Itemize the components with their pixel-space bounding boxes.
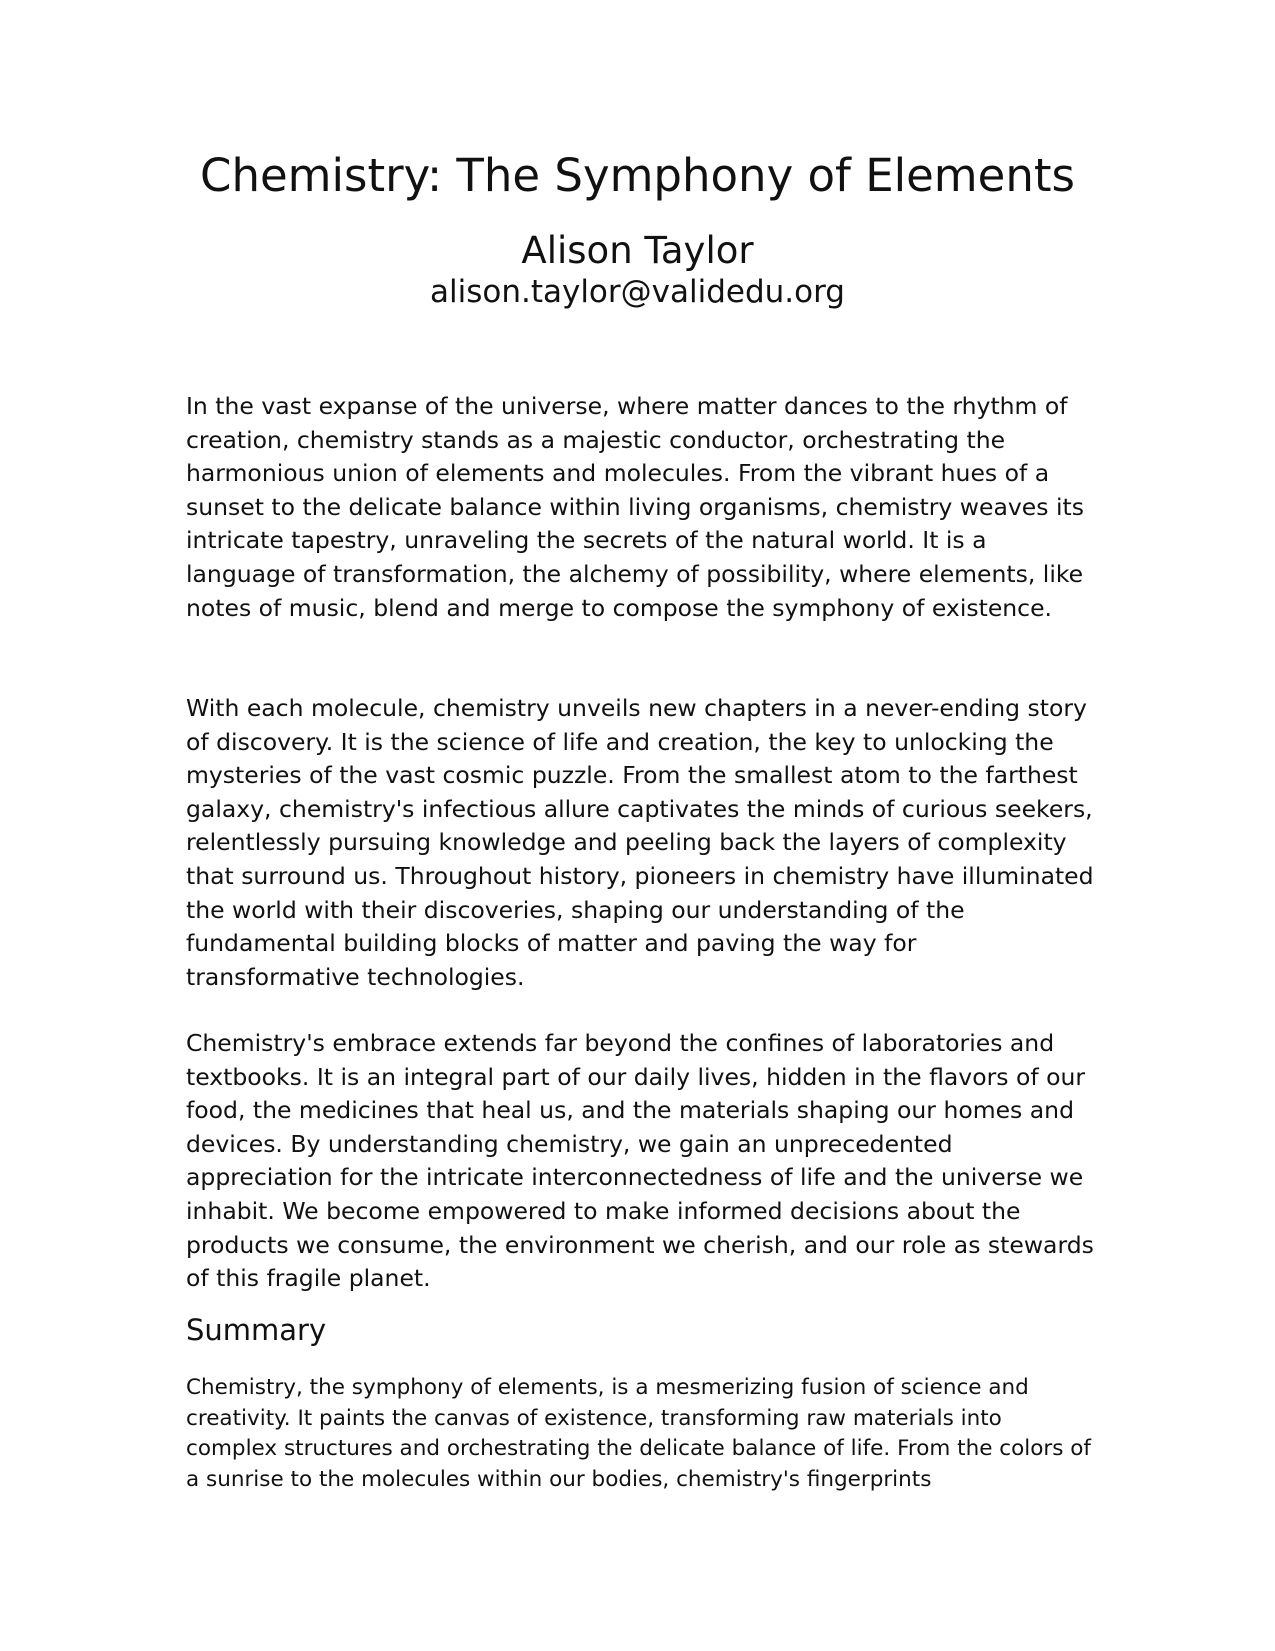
- summary-heading: Summary: [186, 1313, 327, 1347]
- summary-paragraph: Chemistry, the symphony of elements, is a mesmerizing fusion of science and creativity. It paints the canvas of existence, transforming raw materials into complex structures and orchestrating the delicate balance of life. From the colors of a sunrise to the molecules within our bodies, chemistry's fingerprints: [186, 1375, 1091, 1492]
- document-title: Chemistry: The Symphony of Elements: [200, 149, 1075, 202]
- body-paragraph-1: In the vast expanse of the universe, where matter dances to the rhythm of creation, chemistry stands as a majestic conductor, orchestrating the harmonious union of elements and molecules. From the vibrant hues of a sunset to the delicate balance within living organisms, chemistry weaves its intricate tapestry, unraveling the secrets of the natural world. It is a language of transformation, the alchemy of possibility, where elements, like notes of music, blend and merge to compose the symphony of existence.: [186, 392, 1084, 622]
- body-paragraph-2: With each molecule, chemistry unveils new chapters in a never-ending story of discovery. It is the science of life and creation, the key to unlocking the mysteries of the vast cosmic puzzle. From the smallest atom to the farthest galaxy, chemistry's infectious allure captivates the minds of curious seekers, relentlessly pursuing knowledge and peeling back the layers of complexity that surround us. Throughout history, pioneers in chemistry have illuminated the world with their discoveries, shaping our understanding of the fundamental building blocks of matter and paving the way for transformative technologies.: [186, 694, 1094, 991]
- author-email: alison.taylor@validedu.org: [429, 274, 845, 310]
- author-name: Alison Taylor: [521, 229, 754, 272]
- body-paragraph-3: Chemistry's embrace extends far beyond the confines of laboratories and textbooks. It is an integral part of our daily lives, hidden in the flavors of our food, the medicines that heal us, and the materials shaping our homes and devices. By understanding chemistry, we gain an unprecedented appreciation for the intricate interconnectedness of life and the universe we inhabit. We become empowered to make informed decisions about the products we consume, the environment we cherish, and our role as stewards of this fragile planet.: [186, 1029, 1094, 1293]
